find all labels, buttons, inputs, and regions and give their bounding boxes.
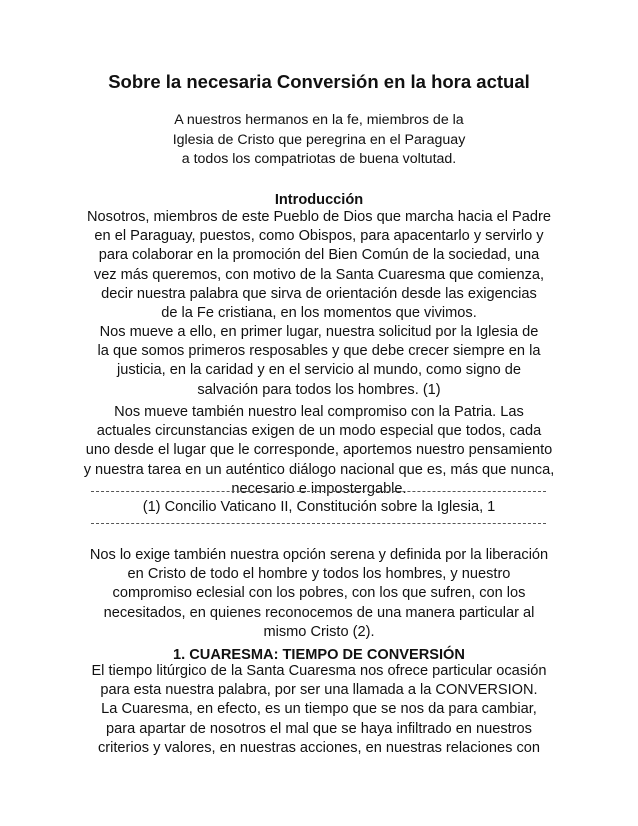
- paragraph-line: compromiso eclesial con los pobres, con los que sufren, con los: [112, 585, 526, 602]
- paragraph-line: La Cuaresma, en efecto, es un tiempo que se nos da para cambiar,: [101, 701, 537, 718]
- paragraph-line: criterios y valores, en nuestras acciones, en nuestras relaciones con: [97, 739, 541, 756]
- paragraph-line: para esta nuestra palabra, por ser una llamada a la CONVERSION.: [100, 682, 538, 699]
- paragraph-line: necesitados, en quienes reconocemos de una manera particular al: [103, 604, 535, 621]
- paragraph-line: en Cristo de todo el hombre y todos los hombres, y nuestro: [127, 566, 511, 583]
- dedication-line: Iglesia de Cristo que peregrina en el Paraguay: [172, 131, 466, 148]
- document-title: Sobre la necesaria Conversión en la hora actual: [108, 71, 530, 92]
- footnote-separator-top: [91, 491, 546, 492]
- paragraph-line: Nosotros, miembros de este Pueblo de Dios que marcha hacia el Padre: [87, 209, 551, 225]
- paragraph-5: [0, 662, 638, 758]
- paragraph-line: para colaborar en la promoción del Bien Común de la sociedad, una: [98, 247, 540, 264]
- paragraph-line: mismo Cristo (2).: [263, 623, 375, 640]
- dedication: [0, 111, 638, 170]
- paragraph-line: justicia, en la caridad y en el servicio al mundo, como signo de: [117, 362, 521, 379]
- paragraph-line: uno desde el lugar que le corresponde, aportemos nuestro pensamiento: [85, 442, 553, 459]
- paragraph-line: necesario e impostergable.: [231, 480, 407, 497]
- paragraph-4: [0, 546, 638, 642]
- section-1-heading: 1. CUARESMA: TIEMPO DE CONVERSIÓN: [173, 647, 465, 663]
- paragraph-3: [0, 403, 638, 499]
- paragraph-line: para apartar de nosotros el mal que se haya infiltrado en nuestros: [106, 720, 532, 737]
- paragraph-line: y nuestra tarea en un auténtico diálogo nacional que es, más que nunca,: [83, 461, 555, 478]
- footnote-separator-bottom: [91, 523, 546, 524]
- paragraph-2: [0, 323, 638, 400]
- paragraph-line: salvación para todos los hombres. (1): [197, 381, 441, 398]
- paragraph-line: actuales circunstancias exigen de un modo especial que todos, cada: [96, 423, 542, 440]
- paragraph-line: El tiempo litúrgico de la Santa Cuaresma nos ofrece particular ocasión: [91, 663, 547, 679]
- paragraph-line: Nos mueve también nuestro leal compromiso con la Patria. Las: [114, 404, 524, 420]
- paragraph-line: vez más queremos, con motivo de la Santa Cuaresma que comienza,: [93, 266, 545, 283]
- paragraph-line: Nos mueve a ello, en primer lugar, nuestra solicitud por la Iglesia de: [99, 324, 539, 340]
- paragraph-line: de la Fe cristiana, en los momentos que vivimos.: [161, 305, 477, 322]
- footnote: (1) Concilio Vaticano II, Constitución sobre la Iglesia, 1: [142, 499, 496, 515]
- paragraph-1: [0, 208, 638, 323]
- intro-heading: Introducción: [274, 192, 364, 208]
- dedication-line: A nuestros hermanos en la fe, miembros de la: [174, 112, 464, 128]
- paragraph-line: en el Paraguay, puestos, como Obispos, para apacentarlo y servirlo y: [94, 228, 544, 245]
- paragraph-line: la que somos primeros resposables y que debe crecer siempre en la: [97, 343, 541, 360]
- paragraph-line: decir nuestra palabra que sirva de orientación desde las exigencias: [101, 285, 537, 302]
- dedication-line: a todos los compatriotas de buena voltutad.: [181, 151, 457, 167]
- paragraph-line: Nos lo exige también nuestra opción serena y definida por la liberación: [89, 547, 549, 563]
